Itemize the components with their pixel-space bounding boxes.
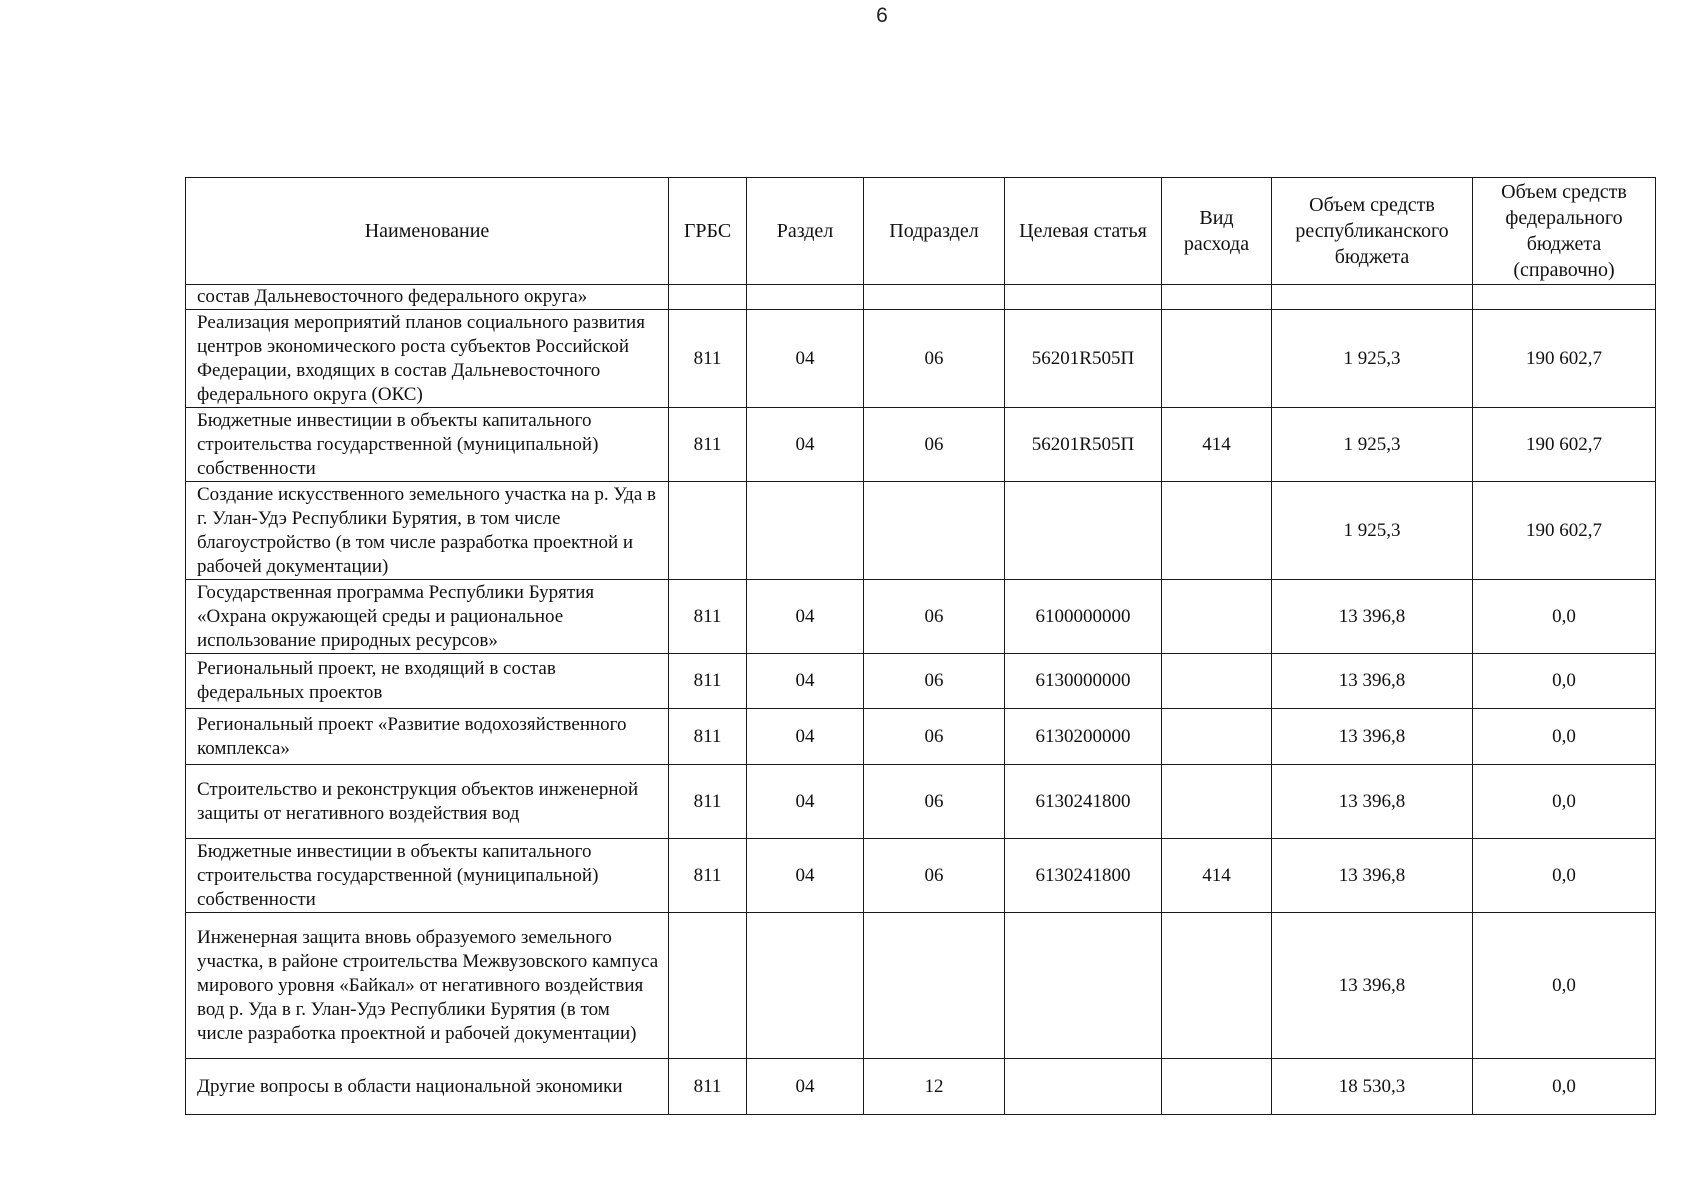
cell-subsection: 12 bbox=[864, 1059, 1005, 1115]
cell-expense-type bbox=[1162, 765, 1272, 839]
cell-expense-type bbox=[1162, 654, 1272, 709]
cell-subsection bbox=[864, 285, 1005, 310]
header-grbs: ГРБС bbox=[669, 178, 747, 285]
cell-federal-budget: 190 602,7 bbox=[1473, 310, 1656, 408]
cell-federal-budget: 190 602,7 bbox=[1473, 482, 1656, 580]
header-section: Раздел bbox=[747, 178, 864, 285]
table-row bbox=[186, 913, 1656, 1059]
cell-name: состав Дальневосточного федерального округа» bbox=[186, 285, 669, 310]
cell-section: 04 bbox=[747, 839, 864, 913]
cell-grbs bbox=[669, 482, 747, 580]
cell-federal-budget: 0,0 bbox=[1473, 709, 1656, 765]
cell-grbs bbox=[669, 913, 747, 1059]
cell-name: Бюджетные инвестиции в объекты капитального строительства государственной (муниципальной) собственности bbox=[186, 408, 669, 482]
cell-section: 04 bbox=[747, 654, 864, 709]
cell-republic-budget: 13 396,8 bbox=[1272, 913, 1473, 1059]
cell-subsection: 06 bbox=[864, 765, 1005, 839]
cell-section: 04 bbox=[747, 408, 864, 482]
cell-republic-budget: 1 925,3 bbox=[1272, 310, 1473, 408]
cell-section: 04 bbox=[747, 580, 864, 654]
cell-republic-budget: 13 396,8 bbox=[1272, 709, 1473, 765]
header-target-article: Целевая статья bbox=[1005, 178, 1162, 285]
cell-grbs: 811 bbox=[669, 709, 747, 765]
cell-target-article: 6130200000 bbox=[1005, 709, 1162, 765]
cell-republic-budget bbox=[1272, 285, 1473, 310]
table-header-row bbox=[186, 178, 1656, 285]
cell-grbs: 811 bbox=[669, 1059, 747, 1115]
cell-name: Создание искусственного земельного участка на р. Уда в г. Улан-Удэ Республики Бурятия, в том числе благоустройство (в том числе разработка проектной и рабочей документации) bbox=[186, 482, 669, 580]
cell-grbs bbox=[669, 285, 747, 310]
header-republic-budget: Объем средств республиканского бюджета bbox=[1272, 178, 1473, 285]
cell-federal-budget: 0,0 bbox=[1473, 765, 1656, 839]
cell-expense-type bbox=[1162, 1059, 1272, 1115]
cell-target-article: 6130241800 bbox=[1005, 765, 1162, 839]
cell-republic-budget: 13 396,8 bbox=[1272, 839, 1473, 913]
cell-grbs: 811 bbox=[669, 765, 747, 839]
cell-section: 04 bbox=[747, 1059, 864, 1115]
cell-subsection: 06 bbox=[864, 654, 1005, 709]
cell-target-article bbox=[1005, 1059, 1162, 1115]
cell-republic-budget: 13 396,8 bbox=[1272, 580, 1473, 654]
table-row bbox=[186, 580, 1656, 654]
cell-expense-type bbox=[1162, 310, 1272, 408]
table-row bbox=[186, 709, 1656, 765]
cell-republic-budget: 1 925,3 bbox=[1272, 482, 1473, 580]
cell-name: Региональный проект, не входящий в состав федеральных проектов bbox=[186, 654, 669, 709]
cell-grbs: 811 bbox=[669, 839, 747, 913]
cell-expense-type: 414 bbox=[1162, 839, 1272, 913]
cell-section bbox=[747, 482, 864, 580]
cell-expense-type bbox=[1162, 285, 1272, 310]
cell-name: Инженерная защита вновь образуемого земельного участка, в районе строительства Межвузовского кампуса мирового уровня «Байкал» от негативного воздействия вод р. Уда в г. Улан-Удэ Республики Бурятия (в том числе разработка проектной и рабочей документации) bbox=[186, 913, 669, 1059]
cell-republic-budget: 13 396,8 bbox=[1272, 654, 1473, 709]
cell-federal-budget: 0,0 bbox=[1473, 1059, 1656, 1115]
cell-section: 04 bbox=[747, 310, 864, 408]
cell-section: 04 bbox=[747, 709, 864, 765]
cell-expense-type bbox=[1162, 482, 1272, 580]
header-federal-budget: Объем средств федерального бюджета (справочно) bbox=[1473, 178, 1656, 285]
header-expense-type: Вид расхода bbox=[1162, 178, 1272, 285]
cell-subsection bbox=[864, 482, 1005, 580]
cell-expense-type bbox=[1162, 709, 1272, 765]
cell-section: 04 bbox=[747, 765, 864, 839]
cell-name: Государственная программа Республики Бурятия «Охрана окружающей среды и рациональное использование природных ресурсов» bbox=[186, 580, 669, 654]
cell-subsection: 06 bbox=[864, 709, 1005, 765]
cell-grbs: 811 bbox=[669, 408, 747, 482]
cell-subsection: 06 bbox=[864, 408, 1005, 482]
table-row bbox=[186, 765, 1656, 839]
cell-subsection: 06 bbox=[864, 839, 1005, 913]
cell-grbs: 811 bbox=[669, 580, 747, 654]
cell-federal-budget: 0,0 bbox=[1473, 580, 1656, 654]
cell-grbs: 811 bbox=[669, 654, 747, 709]
table-row bbox=[186, 482, 1656, 580]
cell-federal-budget: 0,0 bbox=[1473, 913, 1656, 1059]
cell-expense-type: 414 bbox=[1162, 408, 1272, 482]
cell-republic-budget: 13 396,8 bbox=[1272, 765, 1473, 839]
table-row bbox=[186, 310, 1656, 408]
cell-grbs: 811 bbox=[669, 310, 747, 408]
cell-federal-budget bbox=[1473, 285, 1656, 310]
cell-target-article: 56201R505П bbox=[1005, 310, 1162, 408]
cell-target-article: 6130241800 bbox=[1005, 839, 1162, 913]
cell-target-article: 6100000000 bbox=[1005, 580, 1162, 654]
cell-federal-budget: 190 602,7 bbox=[1473, 408, 1656, 482]
cell-target-article bbox=[1005, 285, 1162, 310]
page-number: 6 bbox=[876, 4, 888, 27]
cell-name: Другие вопросы в области национальной экономики bbox=[186, 1059, 669, 1115]
cell-subsection: 06 bbox=[864, 310, 1005, 408]
cell-subsection: 06 bbox=[864, 580, 1005, 654]
cell-section bbox=[747, 285, 864, 310]
cell-federal-budget: 0,0 bbox=[1473, 654, 1656, 709]
cell-target-article bbox=[1005, 913, 1162, 1059]
table-row bbox=[186, 654, 1656, 709]
table-row bbox=[186, 1059, 1656, 1115]
cell-target-article: 56201R505П bbox=[1005, 408, 1162, 482]
cell-expense-type bbox=[1162, 913, 1272, 1059]
cell-target-article: 6130000000 bbox=[1005, 654, 1162, 709]
cell-name: Бюджетные инвестиции в объекты капитального строительства государственной (муниципальной) собственности bbox=[186, 839, 669, 913]
header-name: Наименование bbox=[186, 178, 669, 285]
budget-table bbox=[185, 177, 1656, 1115]
cell-expense-type bbox=[1162, 580, 1272, 654]
cell-section bbox=[747, 913, 864, 1059]
cell-name: Строительство и реконструкция объектов инженерной защиты от негативного воздействия вод bbox=[186, 765, 669, 839]
header-subsection: Подраздел bbox=[864, 178, 1005, 285]
cell-name: Реализация мероприятий планов социального развития центров экономического роста субъектов Российской Федерации, входящих в состав Дальневосточного федерального округа (ОКС) bbox=[186, 310, 669, 408]
cell-federal-budget: 0,0 bbox=[1473, 839, 1656, 913]
cell-republic-budget: 1 925,3 bbox=[1272, 408, 1473, 482]
cell-subsection bbox=[864, 913, 1005, 1059]
table-row bbox=[186, 408, 1656, 482]
table-row bbox=[186, 839, 1656, 913]
cell-republic-budget: 18 530,3 bbox=[1272, 1059, 1473, 1115]
table-row bbox=[186, 285, 1656, 310]
cell-target-article bbox=[1005, 482, 1162, 580]
cell-name: Региональный проект «Развитие водохозяйственного комплекса» bbox=[186, 709, 669, 765]
